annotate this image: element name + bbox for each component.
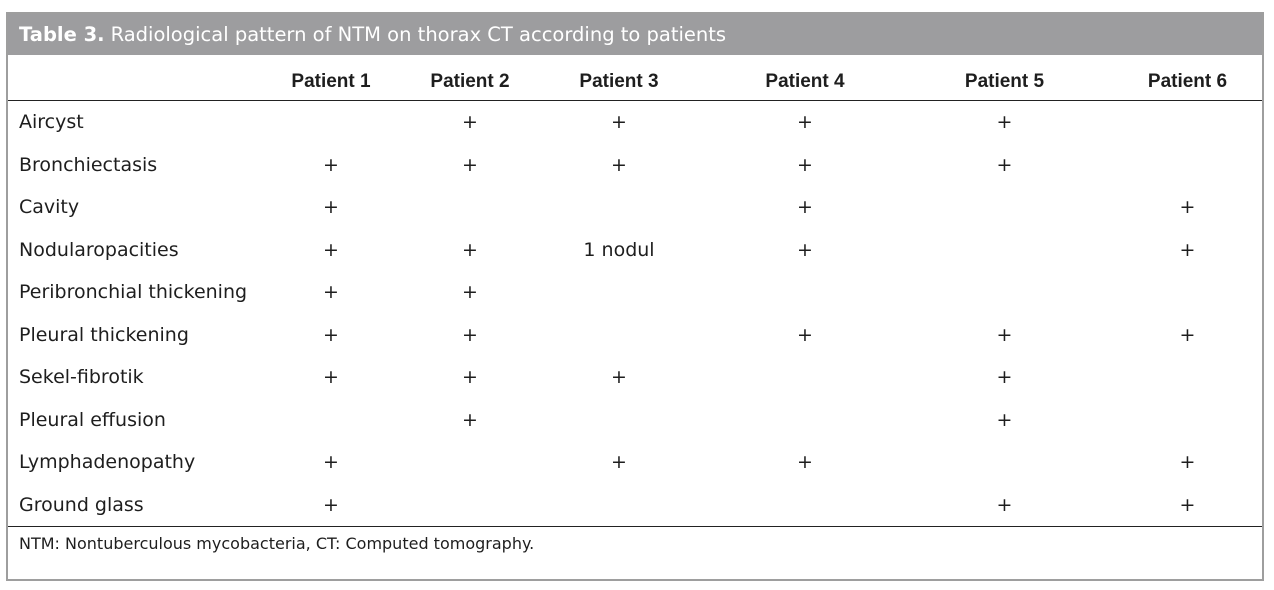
table-row <box>8 356 1262 399</box>
row-label: Pleural thickening <box>19 323 189 346</box>
table-cell-patient-5: + <box>996 323 1013 346</box>
table-cell-patient-1: + <box>323 281 339 304</box>
row-label: Cavity <box>19 196 80 219</box>
table-cell-patient-3 <box>524 186 714 229</box>
table-cell-patient-5: + <box>896 484 1113 527</box>
table-cell-patient-3 <box>524 314 714 357</box>
header-cell-patient-4: Patient 4 <box>714 63 896 101</box>
table-cell-patient-3 <box>524 399 714 442</box>
table-cell-patient-1: + <box>323 238 339 261</box>
table-cell-patient-6: + <box>1179 196 1196 219</box>
header-cell-patient-5: Patient 5 <box>896 63 1113 101</box>
table-caption-text: Radiological pattern of NTM on thorax CT according to patients <box>110 23 727 46</box>
table-cell-patient-3: + <box>611 366 627 389</box>
table-cell-patient-2: + <box>462 153 478 176</box>
table-cell-patient-1: + <box>323 451 339 474</box>
table-cell-patient-6: + <box>1179 238 1196 261</box>
header-cell-patient-6: Patient 6 <box>1113 63 1262 101</box>
table-cell-patient-1: + <box>323 366 339 389</box>
table-cell-patient-3 <box>524 484 714 527</box>
row-label: Ground glass <box>8 484 246 527</box>
table-cell-patient-3: + <box>611 451 627 474</box>
table-cell-patient-3: + <box>611 153 627 176</box>
row-label: Aircyst <box>19 111 84 134</box>
table-cell-patient-5 <box>896 186 1113 229</box>
table-cell-patient-3: + <box>611 111 627 134</box>
table-cell-patient-2 <box>416 484 524 527</box>
header-cell-empty <box>8 63 246 101</box>
header-cell-patient-3: Patient 3 <box>524 63 714 101</box>
table-cell-patient-5 <box>896 271 1113 314</box>
table-cell-patient-6 <box>1113 144 1262 187</box>
table-cell-patient-4: + <box>797 451 813 474</box>
table-row <box>8 441 1262 484</box>
table-cell-patient-1 <box>246 101 416 144</box>
row-label: Sekel-fibrotik <box>19 366 144 389</box>
table-cell-patient-3 <box>524 271 714 314</box>
table-cell-patient-2: + <box>462 323 478 346</box>
table-row <box>8 229 1262 272</box>
table-cell-patient-2 <box>416 441 524 484</box>
header-cell-patient-1: Patient 1 <box>246 63 416 101</box>
table-cell-patient-4 <box>714 356 896 399</box>
table-cell-patient-5: + <box>996 408 1013 431</box>
table-cell-patient-1 <box>246 399 416 442</box>
table-cell-patient-4: + <box>797 323 813 346</box>
row-label: Nodularopacities <box>19 238 179 261</box>
table-cell-patient-1: + <box>246 484 416 527</box>
table-cell-patient-2: + <box>462 408 478 431</box>
table-cell-patient-4 <box>714 399 896 442</box>
table-cell-patient-5: + <box>996 153 1013 176</box>
table-cell-patient-2: + <box>462 111 478 134</box>
radiology-table <box>8 63 1262 527</box>
table-cell-patient-5 <box>896 229 1113 272</box>
table-cell-patient-6 <box>1113 356 1262 399</box>
table-cell-patient-5: + <box>996 366 1013 389</box>
table-cell-patient-4: + <box>797 111 813 134</box>
row-label: Lymphadenopathy <box>19 451 196 474</box>
table-row <box>8 144 1262 187</box>
header-row <box>8 63 1262 101</box>
table-cell-patient-6 <box>1113 101 1262 144</box>
table-row <box>8 399 1262 442</box>
table-row <box>8 314 1262 357</box>
table-cell-patient-6: + <box>1179 323 1196 346</box>
table-body <box>8 101 1262 527</box>
table-row <box>8 186 1262 229</box>
row-label: Peribronchial thickening <box>19 281 248 304</box>
table-cell-patient-4: + <box>797 238 813 261</box>
table-cell-patient-2 <box>416 186 524 229</box>
table-caption <box>8 14 1262 55</box>
table-cell-patient-6 <box>1113 399 1262 442</box>
table-header <box>8 63 1262 101</box>
table-cell-patient-1: + <box>323 153 339 176</box>
table-row <box>8 271 1262 314</box>
table-footnote: NTM: Nontuberculous mycobacteria, CT: Computed tomography. <box>19 534 535 553</box>
table-cell-patient-1: + <box>323 323 339 346</box>
row-label: Pleural effusion <box>19 408 166 431</box>
table-caption-label: Table 3. <box>19 23 105 46</box>
table-cell-patient-3: 1 nodul <box>583 238 655 261</box>
table-cell-patient-2: + <box>462 366 478 389</box>
table-cell-patient-4: + <box>797 196 813 219</box>
table-cell-patient-5 <box>896 441 1113 484</box>
table-cell-patient-6 <box>1113 271 1262 314</box>
table-cell-patient-6: + <box>1113 484 1262 527</box>
table-cell-patient-6: + <box>1179 451 1196 474</box>
row-label: Bronchiectasis <box>19 153 158 176</box>
header-cell-patient-2: Patient 2 <box>416 63 524 101</box>
table-cell-patient-4 <box>714 271 896 314</box>
table-cell-patient-5: + <box>996 111 1013 134</box>
table-cell-patient-2: + <box>462 238 478 261</box>
table-row <box>8 101 1262 144</box>
table-frame <box>6 12 1264 581</box>
table-cell-patient-2: + <box>462 281 478 304</box>
table-cell-patient-1: + <box>323 196 339 219</box>
table-cell-patient-4 <box>714 484 896 527</box>
table-cell-patient-4: + <box>797 153 813 176</box>
table-row <box>8 484 1262 527</box>
